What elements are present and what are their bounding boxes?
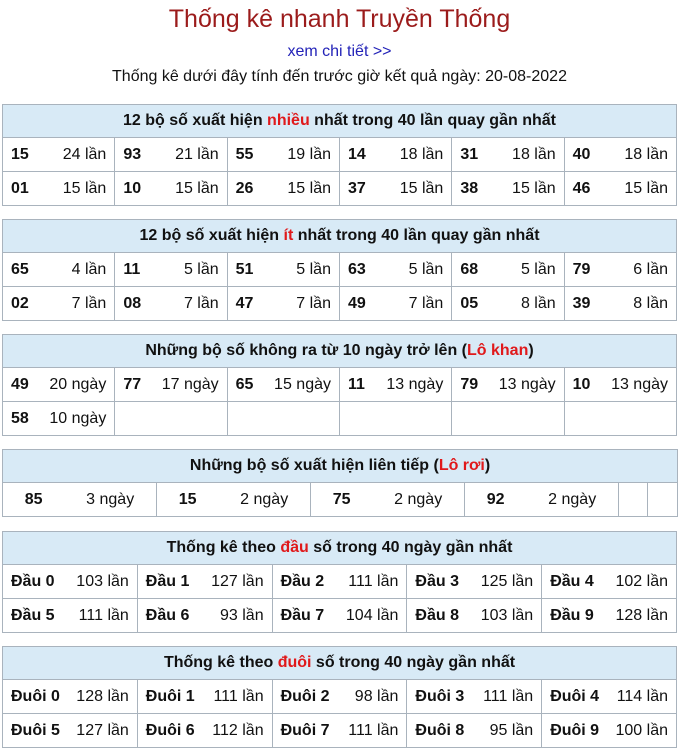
stat-cell — [115, 172, 227, 206]
stat-count: 24 lần — [62, 145, 107, 163]
stat-cell — [3, 368, 115, 402]
stat-cell — [542, 714, 677, 748]
duoi-stats-table — [2, 646, 677, 748]
table-row — [3, 287, 677, 321]
stat-count: 112 lần — [212, 721, 264, 739]
stat-key: 14 — [347, 145, 366, 163]
table-row — [3, 680, 677, 714]
lo-roi-cell: 92 2 ngày — [465, 483, 619, 517]
stat-count: 128 lần — [76, 687, 129, 705]
stat-key: 79 — [460, 375, 479, 393]
stat-key: Đầu 9 — [550, 606, 594, 624]
stat-cell — [227, 172, 339, 206]
stat-cell — [564, 253, 676, 287]
stat-cell — [3, 599, 138, 633]
stat-count: 93 lần — [220, 606, 264, 624]
stat-cell — [3, 714, 138, 748]
stat-cell — [542, 565, 677, 599]
stat-cell — [564, 138, 676, 172]
stat-count: 21 lần — [175, 145, 219, 163]
stat-key: 77 — [123, 375, 142, 393]
dau-stats-table — [2, 531, 677, 633]
stat-count: 111 lần — [348, 572, 399, 590]
dau-stats-header: Thống kê theo đầu số trong 40 ngày gần nhất — [3, 532, 677, 565]
stat-key: Đuôi 6 — [145, 721, 195, 739]
stat-key: 49 — [11, 375, 29, 393]
lo-roi-cell: 75 2 ngày — [311, 483, 465, 517]
stat-count: 19 lần — [287, 145, 331, 163]
stat-cell — [137, 714, 272, 748]
stat-cell — [227, 368, 339, 402]
empty-cell — [115, 402, 227, 436]
table-row — [3, 714, 677, 748]
stat-cell — [407, 565, 542, 599]
stat-key: Đầu 0 — [11, 572, 55, 590]
table-row — [3, 172, 677, 206]
stat-cell — [339, 253, 451, 287]
stat-key: Đuôi 1 — [145, 687, 195, 705]
stat-count: 5 lần — [520, 260, 556, 278]
table-row — [3, 483, 678, 517]
stat-count: 13 ngày — [386, 375, 444, 393]
stat-cell — [3, 402, 115, 436]
stat-cell — [3, 565, 138, 599]
stat-count: 8 lần — [520, 294, 556, 312]
lo-khan-header: Những bộ số không ra từ 10 ngày trở lên (Lô khan) — [3, 335, 677, 368]
most-frequent-header: 12 bộ số xuất hiện nhiều nhất trong 40 lần quay gần nhất — [3, 105, 677, 138]
stat-cell — [407, 680, 542, 714]
stat-key: 40 — [572, 145, 591, 163]
stat-key: 68 — [460, 260, 479, 278]
stat-cell — [452, 253, 564, 287]
stat-cell — [564, 172, 676, 206]
stat-count: 15 ngày — [274, 375, 331, 393]
stat-cell — [3, 138, 115, 172]
stat-cell — [272, 714, 407, 748]
stat-cell — [564, 368, 676, 402]
stat-count: 103 lần — [480, 606, 534, 624]
stat-key: Đuôi 2 — [280, 687, 330, 705]
stat-count: 125 lần — [480, 572, 534, 590]
stat-cell — [452, 172, 564, 206]
stat-key: 38 — [460, 179, 479, 197]
stat-cell — [542, 599, 677, 633]
stat-count: 15 lần — [512, 179, 556, 197]
stat-key: 51 — [235, 260, 254, 278]
empty-cell — [452, 402, 564, 436]
stat-count: 15 lần — [175, 179, 219, 197]
stat-key: 37 — [347, 179, 366, 197]
stat-key: 58 — [11, 409, 29, 427]
empty-cell — [648, 483, 678, 517]
stat-key: 10 — [123, 179, 142, 197]
stat-count: 98 lần — [354, 687, 399, 705]
stat-count: 127 lần — [211, 572, 264, 590]
stat-cell — [339, 172, 451, 206]
stat-count: 111 lần — [348, 721, 399, 739]
stat-cell — [542, 680, 677, 714]
stat-count: 102 lần — [615, 572, 668, 590]
stat-key: Đầu 8 — [415, 606, 459, 624]
stat-cell — [272, 680, 407, 714]
table-row — [3, 138, 677, 172]
lo-roi-header: Những bộ số xuất hiện liên tiếp (Lô rơi) — [3, 450, 678, 483]
stat-key: 79 — [572, 260, 591, 278]
stat-key: Đầu 6 — [145, 606, 190, 624]
lo-khan-table — [2, 334, 677, 436]
stat-key: 65 — [11, 260, 29, 278]
stat-key: Đuôi 3 — [415, 687, 465, 705]
stat-count: 18 lần — [399, 145, 444, 163]
stat-cell — [339, 138, 451, 172]
stat-count: 111 lần — [483, 687, 534, 705]
stat-key: Đuôi 7 — [280, 721, 330, 739]
stat-count: 15 lần — [62, 179, 107, 197]
stat-count: 15 lần — [399, 179, 444, 197]
stat-cell — [115, 138, 227, 172]
stat-count: 7 lần — [183, 294, 219, 312]
stat-count: 114 lần — [616, 687, 668, 705]
table-row — [3, 565, 677, 599]
stat-count: 15 lần — [624, 179, 668, 197]
stat-cell — [3, 287, 115, 321]
stat-count: 111 lần — [78, 606, 129, 624]
stat-key: 10 — [572, 375, 591, 393]
stat-count: 5 lần — [296, 260, 331, 278]
stat-cell — [272, 565, 407, 599]
stat-key: 11 — [123, 260, 141, 278]
stat-cell — [115, 253, 227, 287]
stat-key: 93 — [123, 145, 142, 163]
stat-cell — [452, 287, 564, 321]
stat-count: 20 ngày — [49, 375, 107, 393]
stat-key: Đầu 1 — [145, 572, 190, 590]
stat-count: 13 ngày — [498, 375, 556, 393]
view-details-link[interactable]: xem chi tiết >> — [287, 43, 392, 60]
empty-cell — [339, 402, 451, 436]
stat-count: 103 lần — [76, 572, 129, 590]
stat-key: Đầu 4 — [550, 572, 594, 590]
stat-key: 31 — [460, 145, 479, 163]
lo-roi-table — [2, 449, 678, 517]
page-subtitle: Thống kê dưới đây tính đến trước giờ kết quả ngày: 20-08-2022 — [112, 68, 567, 85]
stat-cell — [227, 253, 339, 287]
stat-cell — [3, 172, 115, 206]
stat-key: 11 — [347, 375, 365, 393]
stat-key: Đuôi 4 — [550, 687, 600, 705]
stat-key: 63 — [347, 260, 366, 278]
stat-cell — [272, 599, 407, 633]
stat-count: 111 lần — [213, 687, 264, 705]
least-frequent-table — [2, 219, 677, 321]
stat-cell — [115, 287, 227, 321]
stat-count: 17 ngày — [161, 375, 219, 393]
stat-key: 39 — [572, 294, 591, 312]
lo-roi-cell: 85 3 ngày — [3, 483, 157, 517]
empty-cell — [564, 402, 676, 436]
stat-cell — [407, 599, 542, 633]
stat-key: 49 — [347, 294, 366, 312]
stat-key: 65 — [235, 375, 254, 393]
stat-count: 5 lần — [408, 260, 444, 278]
stat-count: 6 lần — [633, 260, 668, 278]
stat-key: 01 — [11, 179, 29, 197]
stat-cell — [115, 368, 227, 402]
stat-key: Đầu 5 — [11, 606, 55, 624]
stat-count: 7 lần — [296, 294, 331, 312]
stat-count: 18 lần — [624, 145, 668, 163]
stat-count: 5 lần — [183, 260, 219, 278]
stat-cell — [452, 368, 564, 402]
stat-cell — [3, 680, 138, 714]
stat-count: 128 lần — [615, 606, 668, 624]
stat-key: 46 — [572, 179, 591, 197]
stat-key: 15 — [11, 145, 29, 163]
stat-key: Đuôi 5 — [11, 721, 60, 739]
stat-key: Đầu 2 — [280, 572, 325, 590]
most-frequent-table — [2, 104, 677, 206]
stat-cell — [227, 287, 339, 321]
stat-cell — [564, 287, 676, 321]
stat-cell — [452, 138, 564, 172]
lo-roi-cell: 15 2 ngày — [157, 483, 311, 517]
table-row — [3, 599, 677, 633]
stat-cell — [3, 253, 115, 287]
stat-key: Đuôi 9 — [550, 721, 600, 739]
duoi-stats-header: Thống kê theo đuôi số trong 40 ngày gần nhất — [3, 647, 677, 680]
empty-cell — [619, 483, 648, 517]
stat-cell — [339, 368, 451, 402]
stat-cell — [407, 714, 542, 748]
empty-cell — [227, 402, 339, 436]
stat-key: 08 — [123, 294, 142, 312]
table-row — [3, 402, 677, 436]
stat-cell — [227, 138, 339, 172]
stat-key: 47 — [235, 294, 254, 312]
stat-count: 15 lần — [287, 179, 331, 197]
stat-count: 127 lần — [76, 721, 129, 739]
stat-key: Đuôi 8 — [415, 721, 465, 739]
stat-count: 18 lần — [512, 145, 556, 163]
stat-count: 13 ngày — [611, 375, 668, 393]
page-title: Thống kê nhanh Truyền Thống — [168, 5, 511, 33]
stat-count: 10 ngày — [49, 409, 107, 427]
stat-key: 55 — [235, 145, 254, 163]
stat-count: 8 lần — [633, 294, 668, 312]
least-frequent-header: 12 bộ số xuất hiện ít nhất trong 40 lần quay gần nhất — [3, 220, 677, 253]
stat-key: 02 — [11, 294, 29, 312]
stat-cell — [137, 565, 272, 599]
stat-key: Đầu 3 — [415, 572, 459, 590]
stat-count: 7 lần — [408, 294, 444, 312]
table-row — [3, 368, 677, 402]
stat-count: 4 lần — [71, 260, 107, 278]
stat-cell — [137, 680, 272, 714]
stat-key: 26 — [235, 179, 254, 197]
stat-count: 100 lần — [615, 721, 668, 739]
stat-key: Đầu 7 — [280, 606, 325, 624]
stat-cell — [339, 287, 451, 321]
stat-cell — [137, 599, 272, 633]
stat-count: 95 lần — [489, 721, 534, 739]
stat-key: Đuôi 0 — [11, 687, 60, 705]
stat-count: 104 lần — [345, 606, 399, 624]
stat-key: 05 — [460, 294, 479, 312]
table-row — [3, 253, 677, 287]
stat-count: 7 lần — [71, 294, 107, 312]
